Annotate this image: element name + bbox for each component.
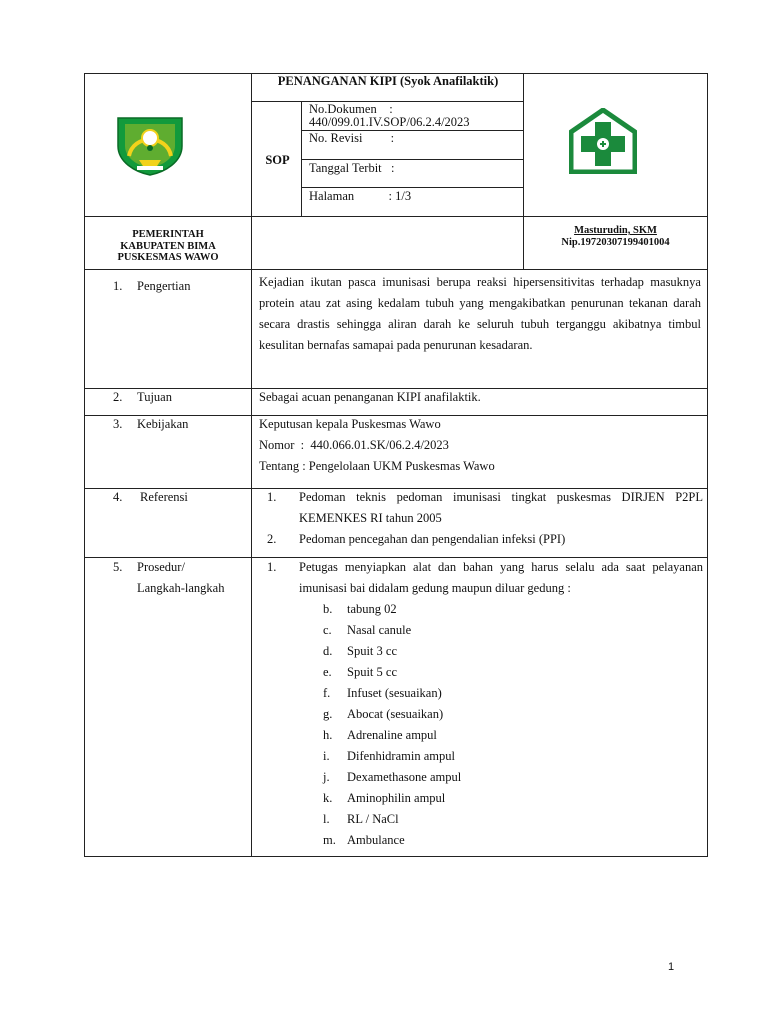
list-item: c. Nasal canule	[323, 623, 412, 637]
signer-block	[523, 216, 708, 269]
section-pengertian: 1. Pengertian Kejadian ikutan pasca imunisasi berupa reaksi hipersensitivitas terhadap masuknya protein atau zat asing kedalam tubuh yang mengakibatkan penurunan tekanan darah secara drastis sehingga aliran darah ke seluruh tubuh terganggu akibatnya timbul kesulitan bernafas samapai pada penurunan kesadaran.	[84, 270, 708, 389]
document-title: PENANGANAN KIPI (Syok Anafilaktik)	[277, 74, 499, 88]
list-item: b. tabung 02	[323, 602, 397, 616]
no-dokumen: No.Dokumen : 440/099.01.IV.SOP/06.2.4/2023	[309, 102, 470, 129]
halaman: Halaman : 1/3	[309, 189, 412, 203]
organization-name: PEMERINTAH KABUPATEN BIMA PUSKESMAS WAWO	[117, 229, 219, 263]
list-item: 1. Pedoman teknis pedoman imunisasi tingkat puskesmas DIRJEN P2PL KEMENKES RI tahun 2005	[267, 490, 703, 525]
list-item: 2. Pedoman pencegahan dan pengendalian infeksi (PPI)	[267, 532, 566, 546]
section-content: Sebagai acuan penanganan KIPI anafilaktik.	[259, 390, 481, 404]
regional-emblem-logo	[115, 116, 185, 176]
list-item: k. Aminophilin ampul	[323, 791, 446, 805]
sop-header-table	[84, 73, 708, 217]
section-kebijakan: 3. Kebijakan Keputusan kepala Puskesmas Wawo Nomor : 440.066.01.SK/06.2.4/2023 Tentang : Pengelolaan UKM Puskesmas Wawo	[84, 416, 708, 489]
section-label-2: Langkah-langkah	[137, 581, 225, 595]
signer-name: Masturudin, SKM	[574, 225, 657, 236]
section-label: Tujuan	[137, 390, 172, 404]
no-revisi: No. Revisi :	[309, 131, 395, 145]
signer-nip: Nip.19720307199401004	[561, 237, 670, 248]
list-item: d. Spuit 3 cc	[323, 644, 397, 658]
section-label: Pengertian	[137, 279, 191, 293]
section-content: Keputusan kepala Puskesmas Wawo Nomor : 440.066.01.SK/06.2.4/2023 Tentang : Pengelolaan UKM Puskesmas Wawo	[259, 417, 495, 473]
section-referensi: 4. Referensi 1. Pedoman teknis pedoman imunisasi tingkat puskesmas DIRJEN P2PL KEMENKES RI tahun 2005 2. Pedoman pencegahan dan pengendalian infeksi (PPI)	[84, 489, 708, 558]
section-label: Kebijakan	[137, 417, 189, 431]
tanggal-terbit: Tanggal Terbit :	[309, 161, 395, 175]
section-tujuan: 2. Tujuan Sebagai acuan penanganan KIPI anafilaktik.	[84, 389, 708, 416]
list-item: j. Dexamethasone ampul	[323, 770, 462, 784]
organization-row	[84, 216, 708, 270]
page-number: 1	[668, 961, 675, 973]
list-item: e. Spuit 5 cc	[323, 665, 397, 679]
reference-list	[267, 487, 703, 550]
list-item: i. Difenhidramin ampul	[323, 749, 455, 763]
list-item: f. Infuset (sesuaikan)	[323, 686, 442, 700]
section-content: Kejadian ikutan pasca imunisasi berupa reaksi hipersensitivitas terhadap masuknya protein atau zat asing kedalam tubuh yang mengakibatkan penurunan tekanan darah secara drastis sehingga aliran darah ke seluruh tubuh terganggu akibatnya timbul kesulitan bernafas samapai pada penurunan kesadaran.	[259, 275, 701, 352]
puskesmas-logo	[569, 108, 637, 174]
section-label: Referensi	[140, 490, 188, 504]
sop-label: SOP	[265, 152, 290, 167]
list-item: g. Abocat (sesuaikan)	[323, 707, 444, 721]
procedure-list	[267, 557, 703, 851]
list-item: l. RL / NaCl	[323, 812, 399, 826]
section-label: Prosedur/	[137, 560, 185, 574]
list-item: m. Ambulance	[323, 833, 405, 847]
list-item: 1. Petugas menyiapkan alat dan bahan yang harus selalu ada saat pelayanan imunisasi bai didalam gedung maupun diluar gedung :	[267, 560, 703, 595]
list-item: h. Adrenaline ampul	[323, 728, 437, 742]
section-prosedur: 5. Prosedur/ Langkah-langkah 1. Petugas menyiapkan alat dan bahan yang harus selalu ada saat pelayanan imunisasi bai didalam gedung maupun diluar gedung : b. tabung 02 c. Nasal canule d. Spuit 3 cc e. Spuit 5 cc f. Infuset (sesuaikan) g. Abocat (sesuaikan) h. Adrenaline ampul i. Difenhidramin ampul j. Dexamethasone ampul k. Aminophilin ampul l. RL / NaCl m. Ambulance	[84, 558, 708, 857]
